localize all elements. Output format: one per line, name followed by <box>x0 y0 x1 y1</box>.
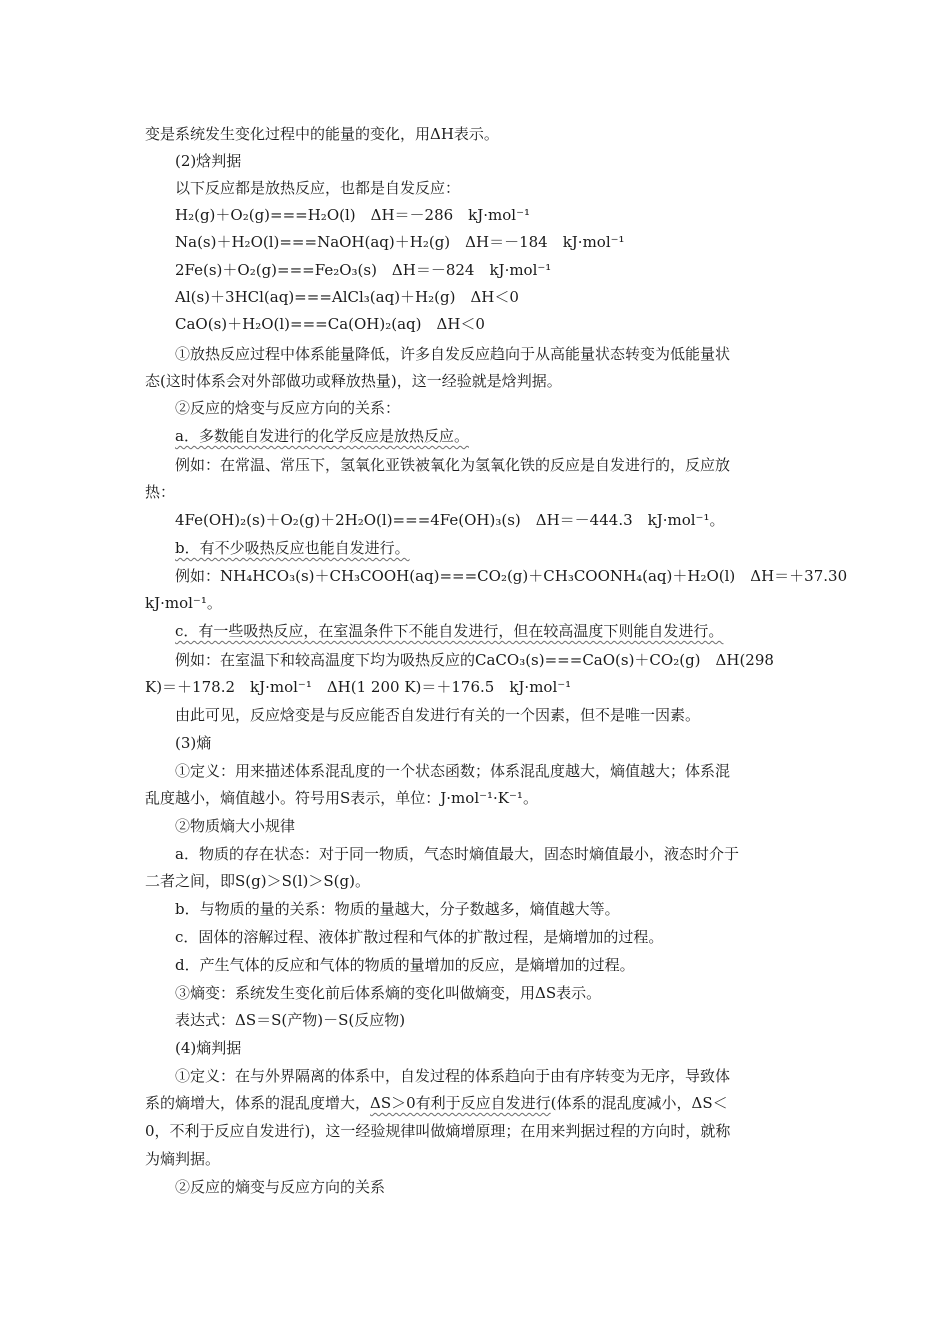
section-heading: (2)焓判据 <box>175 152 242 170</box>
text-line: 为熵判据。 <box>145 1150 221 1168</box>
key-point-segment: ΔS＞0有利于反应自发进行 <box>370 1094 551 1112</box>
text-line: c．固体的溶解过程、液体扩散过程和气体的扩散过程，是熵增加的过程。 <box>175 928 664 946</box>
text-line: ②反应的熵变与反应方向的关系 <box>175 1178 386 1196</box>
text-line: a．物质的存在状态：对于同一物质，气态时熵值最大，固态时熵值最小，液态时介于 <box>175 845 739 863</box>
equation-line: Al(s)＋3HCl(aq)===AlCl₃(aq)＋H₂(g) ΔH＜0 <box>175 288 519 306</box>
text-line: 乱度越小，熵值越小。符号用S表示，单位：J·mol⁻¹·K⁻¹。 <box>145 789 538 807</box>
text-line: b．与物质的量的关系：物质的量越大，分子数越多，熵值越大等。 <box>175 900 620 918</box>
equation-line: 例如：NH₄HCO₃(s)＋CH₃COOH(aq)===CO₂(g)＋CH₃COONH₄(aq)＋H₂O(l) ΔH＝＋37.30 <box>175 567 848 585</box>
text-line <box>145 1093 728 1113</box>
text-line: ③熵变：系统发生变化前后体系熵的变化叫做熵变，用ΔS表示。 <box>175 984 602 1002</box>
text-line: ①定义：在与外界隔离的体系中，自发过程的体系趋向于由有序转变为无序，导致体 <box>175 1067 731 1085</box>
equation-line: K)＝＋178.2 kJ·mol⁻¹ ΔH(1 200 K)＝＋176.5 kJ·mol⁻¹ <box>145 678 572 696</box>
section-heading: (3)熵 <box>175 734 212 752</box>
text-line: 由此可见，反应焓变是与反应能否自发进行有关的一个因素，但不是唯一因素。 <box>175 706 701 724</box>
text-segment: 系的熵增大，体系的混乱度增大， <box>145 1094 371 1112</box>
text-line: 二者之间，即S(g)＞S(l)＞S(g)。 <box>145 872 370 890</box>
text-line: 0，不利于反应自发进行)，这一经验规律叫做熵增原理；在用来判据过程的方向时，就称 <box>145 1122 731 1140</box>
key-point-line: a．多数能自发进行的化学反应是放热反应。 <box>175 427 469 445</box>
equation-line: 2Fe(s)＋O₂(g)===Fe₂O₃(s) ΔH＝－824 kJ·mol⁻¹ <box>175 261 552 279</box>
equation-line: H₂(g)＋O₂(g)===H₂O(l) ΔH＝－286 kJ·mol⁻¹ <box>175 206 531 224</box>
equation-line: 4Fe(OH)₂(s)＋O₂(g)＋2H₂O(l)===4Fe(OH)₃(s) ΔH＝－444.3 kJ·mol⁻¹。 <box>175 511 725 529</box>
text-line: ②物质熵大小规律 <box>175 817 296 835</box>
section-heading: (4)熵判据 <box>175 1039 242 1057</box>
text-line: d．产生气体的反应和气体的物质的量增加的反应，是熵增加的过程。 <box>175 956 635 974</box>
text-line: ①放热反应过程中体系能量降低，许多自发反应趋向于从高能量状态转变为低能量状 <box>175 345 731 363</box>
key-point-line: b．有不少吸热反应也能自发进行。 <box>175 539 410 557</box>
text-line: 例如：在常温、常压下，氢氧化亚铁被氧化为氢氧化铁的反应是自发进行的，反应放 <box>175 456 731 474</box>
equation-line: Na(s)＋H₂O(l)===NaOH(aq)＋H₂(g) ΔH＝－184 kJ·mol⁻¹ <box>175 233 625 251</box>
text-line: 热： <box>145 483 176 501</box>
text-segment: (体系的混乱度减小，ΔS＜ <box>550 1094 728 1112</box>
equation-line: 例如：在室温下和较高温度下均为吸热反应的CaCO₃(s)===CaO(s)＋CO₂(g) ΔH(298 <box>175 651 774 669</box>
text-line: 表达式：ΔS＝S(产物)－S(反应物) <box>175 1011 406 1029</box>
text-line: ②反应的焓变与反应方向的关系： <box>175 399 401 417</box>
text-line: 以下反应都是放热反应，也都是自发反应： <box>175 179 461 197</box>
text-line: kJ·mol⁻¹。 <box>145 594 222 612</box>
text-line: 变是系统发生变化过程中的能量的变化，用ΔH表示。 <box>145 125 499 143</box>
text-line: 态(这时体系会对外部做功或释放热量)，这一经验就是焓判据。 <box>145 372 562 390</box>
key-point-line: c．有一些吸热反应，在室温条件下不能自发进行，但在较高温度下则能自发进行。 <box>175 622 724 640</box>
equation-line: CaO(s)＋H₂O(l)===Ca(OH)₂(aq) ΔH＜0 <box>175 315 485 333</box>
text-line: ①定义：用来描述体系混乱度的一个状态函数；体系混乱度越大，熵值越大；体系混 <box>175 762 731 780</box>
